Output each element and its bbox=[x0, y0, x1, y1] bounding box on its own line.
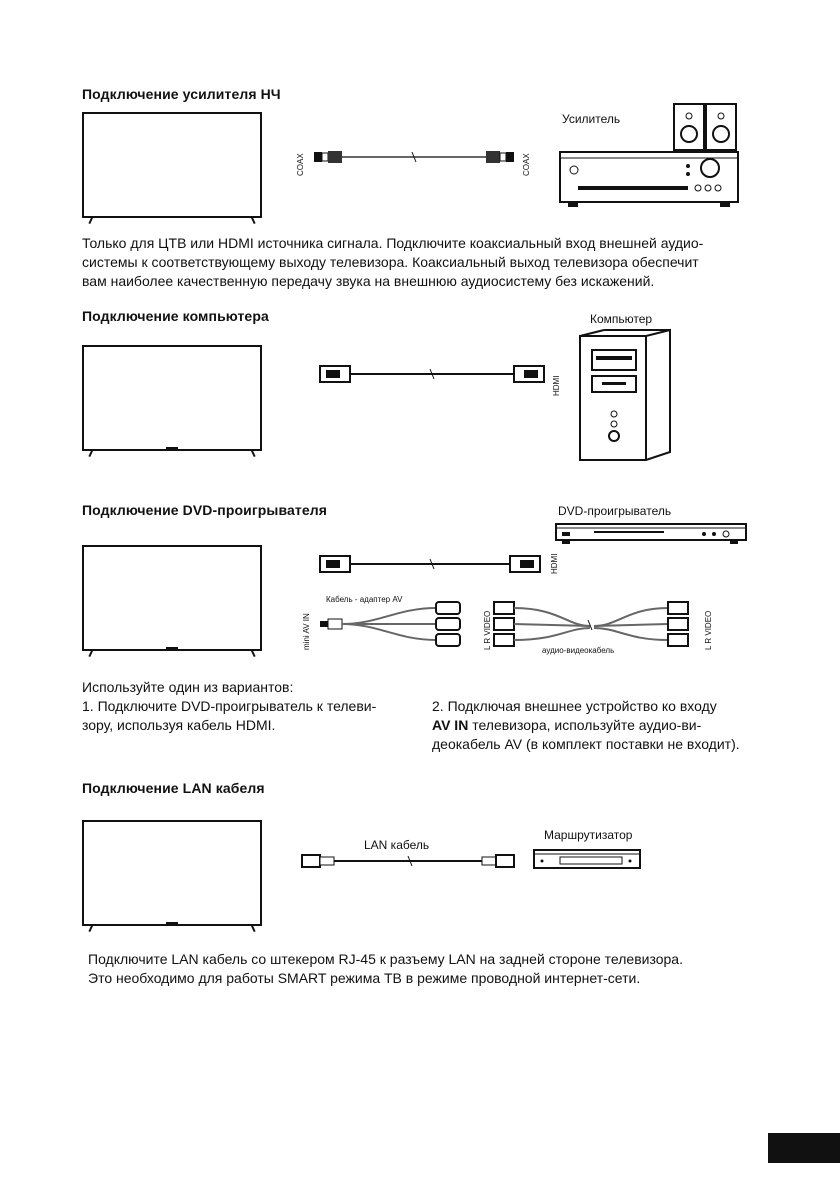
pc-device-label: Компьютер bbox=[590, 312, 653, 326]
amp-text-line: вам наиболее качественную передачу звука на внешнюю аудиосистему без искажений. bbox=[82, 273, 655, 289]
computer-tower-icon bbox=[578, 328, 674, 462]
amp-text-line: Только для ЦТВ или HDMI источника сигнала. Подключите коаксиальный вход внешней аудио- bbox=[82, 235, 704, 251]
dvd-option-2-line: деокабель AV (в комплект поставки не входит). bbox=[432, 736, 740, 752]
tv-illustration-dvd bbox=[82, 545, 262, 655]
coax-label-right: COAX bbox=[522, 153, 531, 176]
dvd-player-icon bbox=[554, 520, 750, 546]
amp-section-title: Подключение усилителя НЧ bbox=[82, 86, 281, 102]
lan-text-line: Это необходимо для работы SMART режима ТВ в режиме проводной интернет-сети. bbox=[88, 970, 641, 986]
dvd-intro: Используйте один из вариантов: bbox=[82, 679, 294, 695]
amp-text-line: системы к соответствующему выходу телевизора. Коаксиальный выход телевизора обеспечит bbox=[82, 254, 699, 270]
lan-description bbox=[88, 950, 778, 988]
lrv-label-right: L R VIDEO bbox=[704, 610, 713, 650]
amp-description bbox=[82, 234, 762, 291]
lan-section-title: Подключение LAN кабеля bbox=[82, 780, 265, 796]
dvd-option-2-line bbox=[432, 716, 772, 735]
pc-section-title: Подключение компьютера bbox=[82, 308, 269, 324]
dvd-option-2 bbox=[432, 697, 772, 754]
hdmi-cable-icon-pc bbox=[318, 362, 548, 388]
tv-illustration-pc bbox=[82, 345, 262, 455]
dvd-option-1-line: зору, используя кабель HDMI. bbox=[82, 717, 276, 733]
mini-av-label: mini AV IN bbox=[302, 613, 311, 650]
lan-cable-label: LAN кабель bbox=[364, 838, 430, 852]
lan-text-line: Подключите LAN кабель со штекером RJ-45 к разъему LAN на задней стороне телевизора. bbox=[88, 951, 683, 967]
dvd-device-label: DVD-проигрыватель bbox=[558, 504, 672, 518]
amplifier-icon bbox=[558, 102, 742, 210]
lan-cable-icon bbox=[300, 852, 522, 872]
lrv-label-left: L R VIDEO bbox=[483, 610, 492, 650]
hdmi-cable-icon-dvd bbox=[318, 552, 548, 578]
page-tab-marker bbox=[768, 1133, 840, 1163]
dvd-option-1 bbox=[82, 697, 422, 735]
dvd-section-title: Подключение DVD-проигрывателя bbox=[82, 502, 328, 518]
av-in-bold: AV IN bbox=[432, 717, 469, 733]
av-adapter-label: Кабель - адаптер AV bbox=[326, 595, 403, 604]
router-device-label: Маршрутизатор bbox=[544, 828, 633, 842]
router-icon bbox=[532, 846, 644, 872]
amp-device-label: Усилитель bbox=[562, 112, 621, 126]
coax-cable-icon bbox=[300, 140, 530, 176]
dvd-option-1-line: 1. Подключите DVD-проигрыватель к телеви- bbox=[82, 698, 377, 714]
hdmi-label-pc: HDMI bbox=[552, 375, 561, 396]
dvd-option-2-rest: телевизора, используйте аудио-ви- bbox=[468, 717, 702, 733]
tv-illustration-lan bbox=[82, 820, 262, 930]
coax-label-left: COAX bbox=[296, 153, 305, 176]
hdmi-label-dvd: HDMI bbox=[550, 553, 559, 574]
av-cable-label: аудио-видеокабель bbox=[542, 646, 615, 655]
dvd-option-2-line: 2. Подключая внешнее устройство ко входу bbox=[432, 698, 717, 714]
tv-illustration-amp bbox=[82, 112, 262, 222]
av-adapter-cable-icon bbox=[318, 598, 710, 650]
